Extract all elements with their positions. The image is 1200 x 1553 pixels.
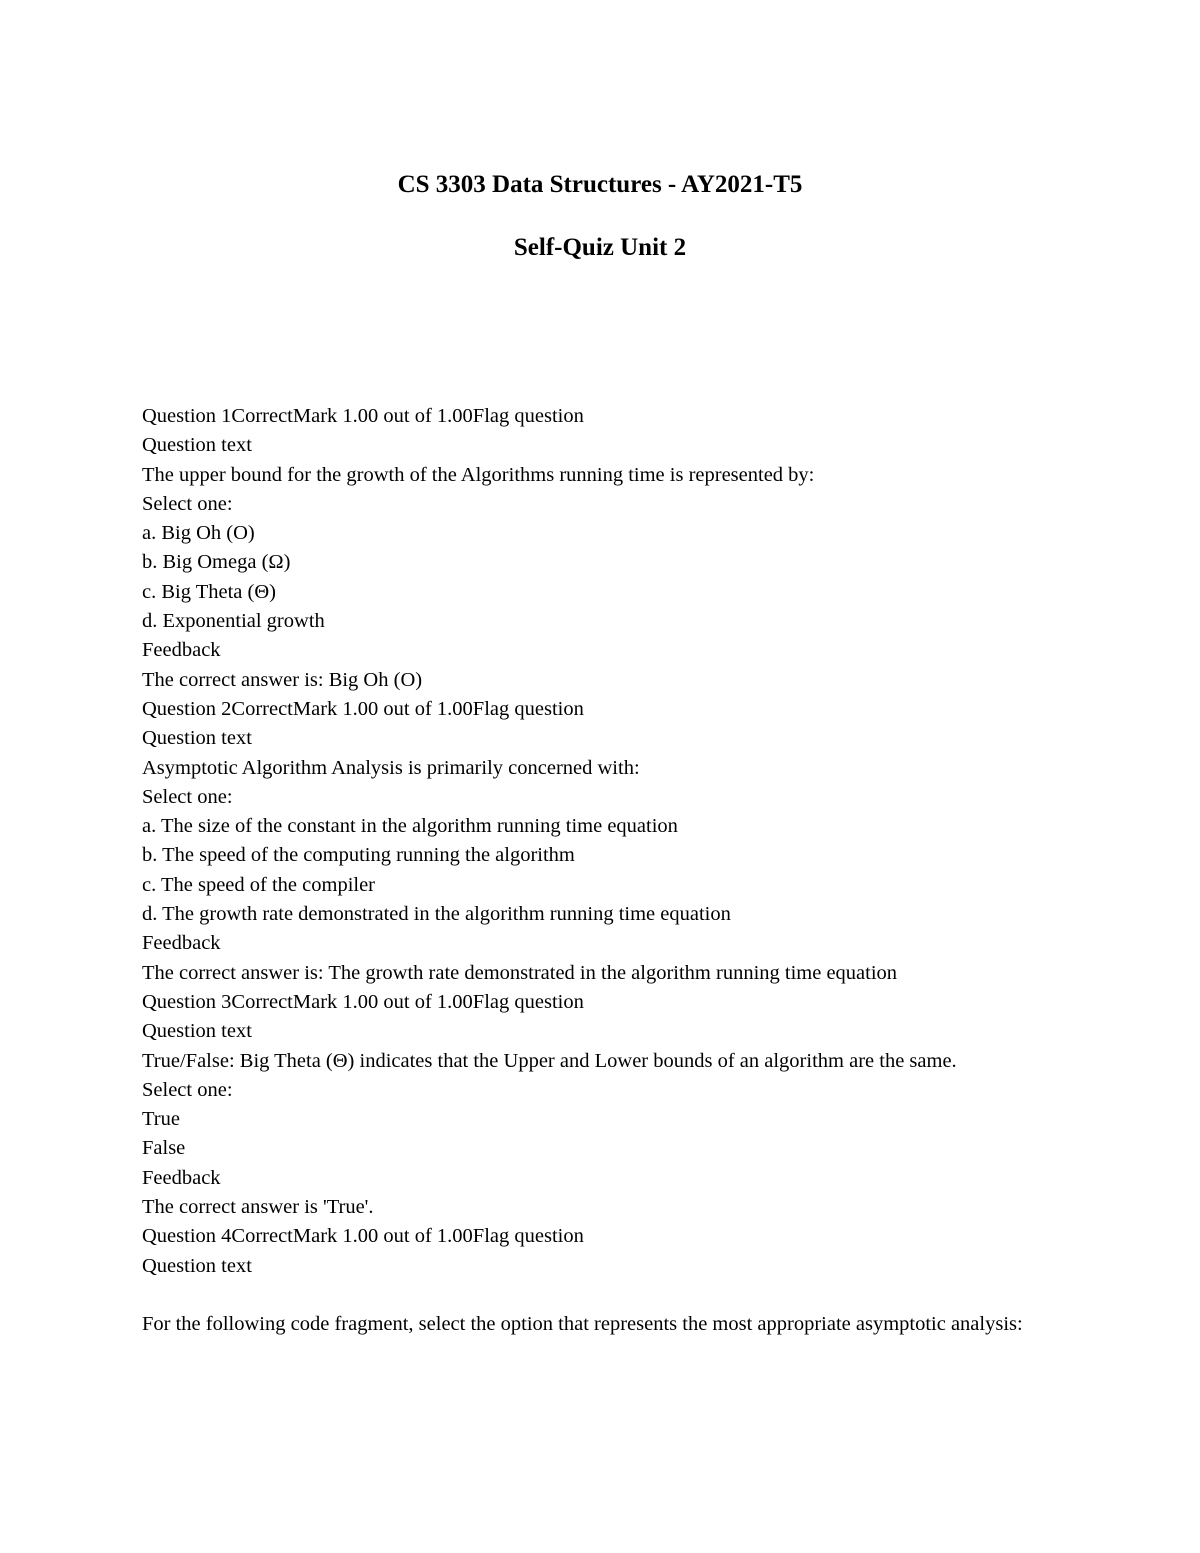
question-text-label: Question text	[142, 1020, 252, 1043]
answer-option: False	[142, 1137, 186, 1160]
question-header: Question 4CorrectMark 1.00 out of 1.00Flag question	[142, 1225, 584, 1248]
answer-option: d. The growth rate demonstrated in the algorithm running time equation	[142, 903, 731, 926]
blank-line	[142, 1281, 1042, 1310]
question-text: For the following code fragment, select the option that represents the most appropriate asymptotic analysis:	[142, 1313, 1023, 1336]
correct-answer: The correct answer is 'True'.	[142, 1196, 374, 1219]
question-text: Asymptotic Algorithm Analysis is primarily concerned with:	[142, 756, 640, 779]
question-3	[142, 988, 1042, 1222]
answer-option: a. The size of the constant in the algorithm running time equation	[142, 815, 678, 838]
document-subtitle: Self-Quiz Unit 2	[513, 234, 687, 261]
quiz-body	[142, 402, 1042, 1340]
question-text: The upper bound for the growth of the Algorithms running time is represented by:	[142, 463, 815, 486]
question-text-label: Question text	[142, 434, 252, 457]
feedback-label: Feedback	[142, 932, 221, 955]
answer-option: d. Exponential growth	[142, 610, 325, 633]
question-header: Question 1CorrectMark 1.00 out of 1.00Flag question	[142, 405, 584, 427]
question-text-label: Question text	[142, 1254, 252, 1277]
select-one-prompt: Select one:	[142, 1078, 233, 1101]
question-2	[142, 695, 1042, 988]
answer-option: c. The speed of the compiler	[142, 873, 376, 896]
question-4	[142, 1222, 1042, 1339]
question-text: True/False: Big Theta (Θ) indicates that the Upper and Lower bounds of an algorithm are the same.	[142, 1049, 957, 1072]
feedback-label: Feedback	[142, 639, 221, 662]
document-title: CS 3303 Data Structures - AY2021-T5	[397, 171, 803, 198]
correct-answer: The correct answer is: The growth rate demonstrated in the algorithm running time equation	[142, 961, 898, 984]
question-header: Question 3CorrectMark 1.00 out of 1.00Flag question	[142, 990, 584, 1013]
select-one-prompt: Select one:	[142, 492, 233, 515]
answer-option: b. Big Omega (Ω)	[142, 551, 291, 574]
answer-option: a. Big Oh (O)	[142, 522, 255, 545]
answer-option: c. Big Theta (Θ)	[142, 580, 276, 603]
question-1	[142, 402, 1042, 695]
feedback-label: Feedback	[142, 1166, 221, 1189]
answer-option: True	[142, 1108, 180, 1131]
question-header: Question 2CorrectMark 1.00 out of 1.00Flag question	[142, 697, 584, 720]
correct-answer: The correct answer is: Big Oh (O)	[142, 668, 423, 691]
answer-option: b. The speed of the computing running the algorithm	[142, 844, 575, 867]
select-one-prompt: Select one:	[142, 785, 233, 808]
question-text-label: Question text	[142, 727, 252, 750]
